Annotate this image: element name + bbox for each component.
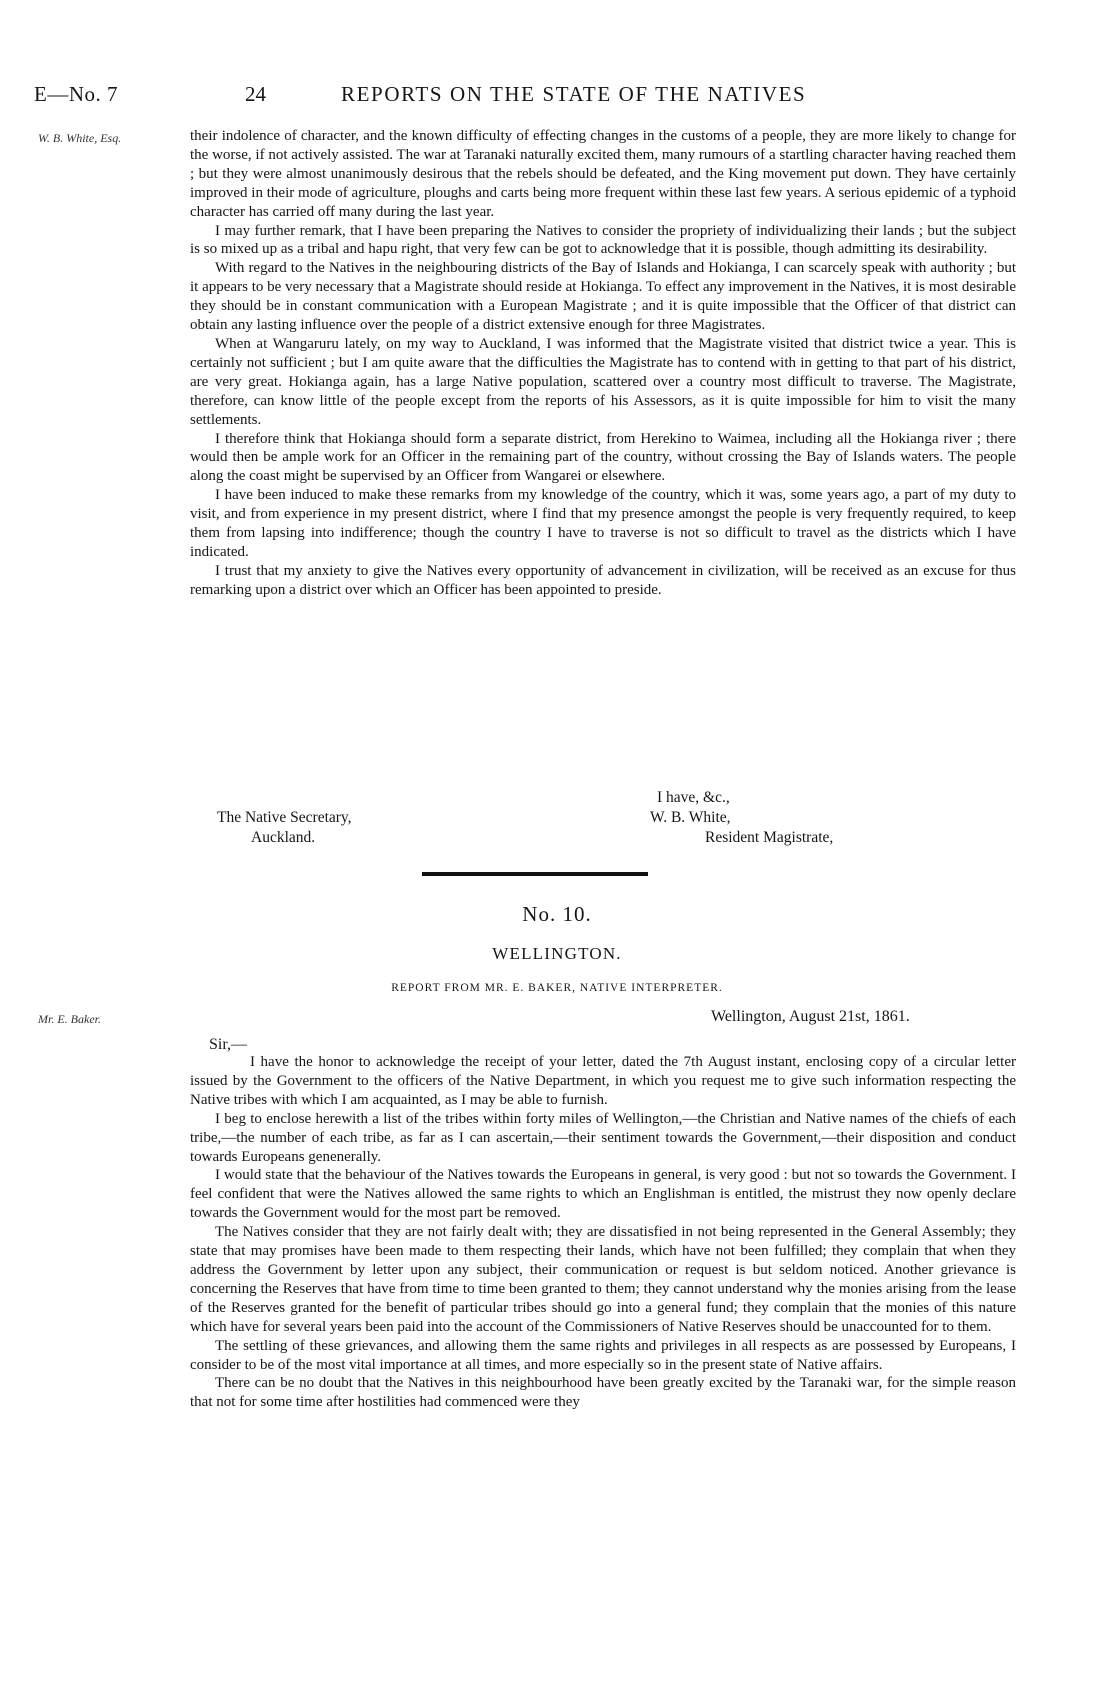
running-title: REPORTS ON THE STATE OF THE NATIVES [341, 82, 807, 106]
paragraph: their indolence of character, and the known difficulty of effecting changes in the customs of a people, they are more likely to change for the worse, if not actively assisted. The war at Taranaki naturally excited them, many rumours of a startling character having reached them ; but they were almost unanimously desirous that the rebels should be defeated, and the King movement put down. They have certainly improved in their mode of agriculture, ploughs and carts being more frequent within these last few years. A serious epidemic of a typhoid character has carried off many during the last year. [190, 128, 1016, 220]
section-divider [422, 872, 648, 876]
paragraph: When at Wangaruru lately, on my way to Auckland, I was informed that the Magistrate visited that district twice a year. This is certainly not sufficient ; but I am quite aware that the difficulties the Magistrate has to contend with in getting to that part of his district, are very great. Hokianga again, has a large Native population, scattered over a country most difficult to traverse. The Magistrate, therefore, can know little of the people except from the reports of his Assessors, as it is quite impossible for him to visit the many settlements. [190, 335, 1016, 428]
addressee: The Native Secretary, [217, 809, 352, 826]
paragraph: With regard to the Natives in the neighbouring districts of the Bay of Islands and Hokianga, I can scarcely speak with authority ; but it appears to be very necessary that a Magistrate should reside at Hokianga. To effect any improvement in the Natives, it is most desirable they should be in constant communication with a European Magistrate ; and it is quite impossible that the Officer of that district can obtain any lasting influence over the people of a district extensive enough for three Magistrates. [190, 260, 1016, 334]
paragraph: I trust that my anxiety to give the Natives every opportunity of advancement in civilization, will be received as an excuse for thus remarking upon a district over which an Officer has been appointed to preside. [190, 562, 1016, 598]
paragraph: I beg to enclose herewith a list of the tribes within forty miles of Wellington,—the Christian and Native names of the chiefs of each tribe,—the number of each tribe, as far as I can ascertain,—their sentiment towards the Government,—their disposition and conduct towards Europeans genenerally. [190, 1110, 1016, 1165]
paragraph: I have been induced to make these remarks from my knowledge of the country, which it was, some years ago, a part of my duty to visit, and from experience in my present district, where I find that my presence amongst the people is very frequently required, to keep them from lapsing into indifference; though the country I have to traverse is not so difficult to travel as the districts which I have indicated. [190, 487, 1016, 560]
paragraph: The Natives consider that they are not fairly dealt with; they are dissatisfied in not being represented in the General Assembly; they state that may promises have been made to them respecting their lands, which have not been fulfilled; they complain that when they address the Government by letter upon any subject, their communication or request is but seldom noticed. Another grievance is concerning the Reserves that have from time to time been granted to them; they cannot understand why the monies arising from the lease of the Reserves granted for the benefit of particular tribes should go into a general fund; they complain that the monies of this nature which have for several years been paid into the account of the Commissioners of Native Reserves should be unaccounted for to them. [190, 1224, 1016, 1335]
section-subtitle: REPORT FROM MR. E. BAKER, NATIVE INTERPRETER. [391, 982, 723, 994]
letter-dateline: Wellington, August 21st, 1861. [711, 1008, 910, 1025]
paragraph: There can be no doubt that the Natives in this neighbourhood have been greatly excited by the Taranaki war, for the simple reason that not for some time after hostilities had commenced were they [190, 1375, 1016, 1411]
margin-note-baker: Mr. E. Baker. [38, 1012, 101, 1026]
paragraph: I therefore think that Hokianga should form a separate district, from Herekino to Waimea, including all the Hokianga river ; there would then be ample work for an Officer in the remaining part of the country, without crossing the Bay of Islands waters. The people along the coast might be supervised by an Officer from Wangarei or elsewhere. [190, 430, 1016, 485]
white-letter-body [190, 127, 1016, 600]
addressee-place: Auckland. [251, 829, 316, 846]
section-number: No. 10. [522, 902, 592, 926]
page-number: 24 [245, 82, 266, 106]
closing-formula: I have, &c., [657, 789, 730, 806]
margin-note-white: W. B. White, Esq. [38, 131, 122, 145]
signer-title: Resident Magistrate, [705, 829, 834, 846]
paper-reference: E—No. 7 [34, 82, 118, 106]
paragraph: I may further remark, that I have been preparing the Natives to consider the propriety of individualizing their lands ; but the subject is so mixed up as a tribal and hapu right, that very few can be got to acknowledge that it is possible, though admitting its desirability. [190, 222, 1016, 258]
salutation: Sir,— [209, 1036, 248, 1053]
paragraph: I have the honor to acknowledge the receipt of your letter, dated the 7th August instant, enclosing copy of a circular letter issued by the Government to the officers of the Native Department, in which you request me to give such information respecting the Native tribes with which I am acquainted, as I may be able to furnish. [190, 1054, 1016, 1108]
page-header [34, 82, 1084, 112]
paragraph: The settling of these grievances, and allowing them the same rights and privileges in all respects as are possessed by Europeans, I consider to be of the most vital importance at all times, and more especially so in the present state of Native affairs. [190, 1337, 1016, 1373]
baker-letter-body [190, 1053, 1016, 1412]
paragraph: I would state that the behaviour of the Natives towards the Europeans in general, is very good : but not so towards the Government. I feel confident that were the Natives allowed the same rights to which an Englishman is entitled, the mistrust they now openly declare towards the Government would for the most part be removed. [190, 1167, 1016, 1222]
section-place: WELLINGTON. [492, 944, 622, 963]
signer-name: W. B. White, [650, 809, 731, 826]
